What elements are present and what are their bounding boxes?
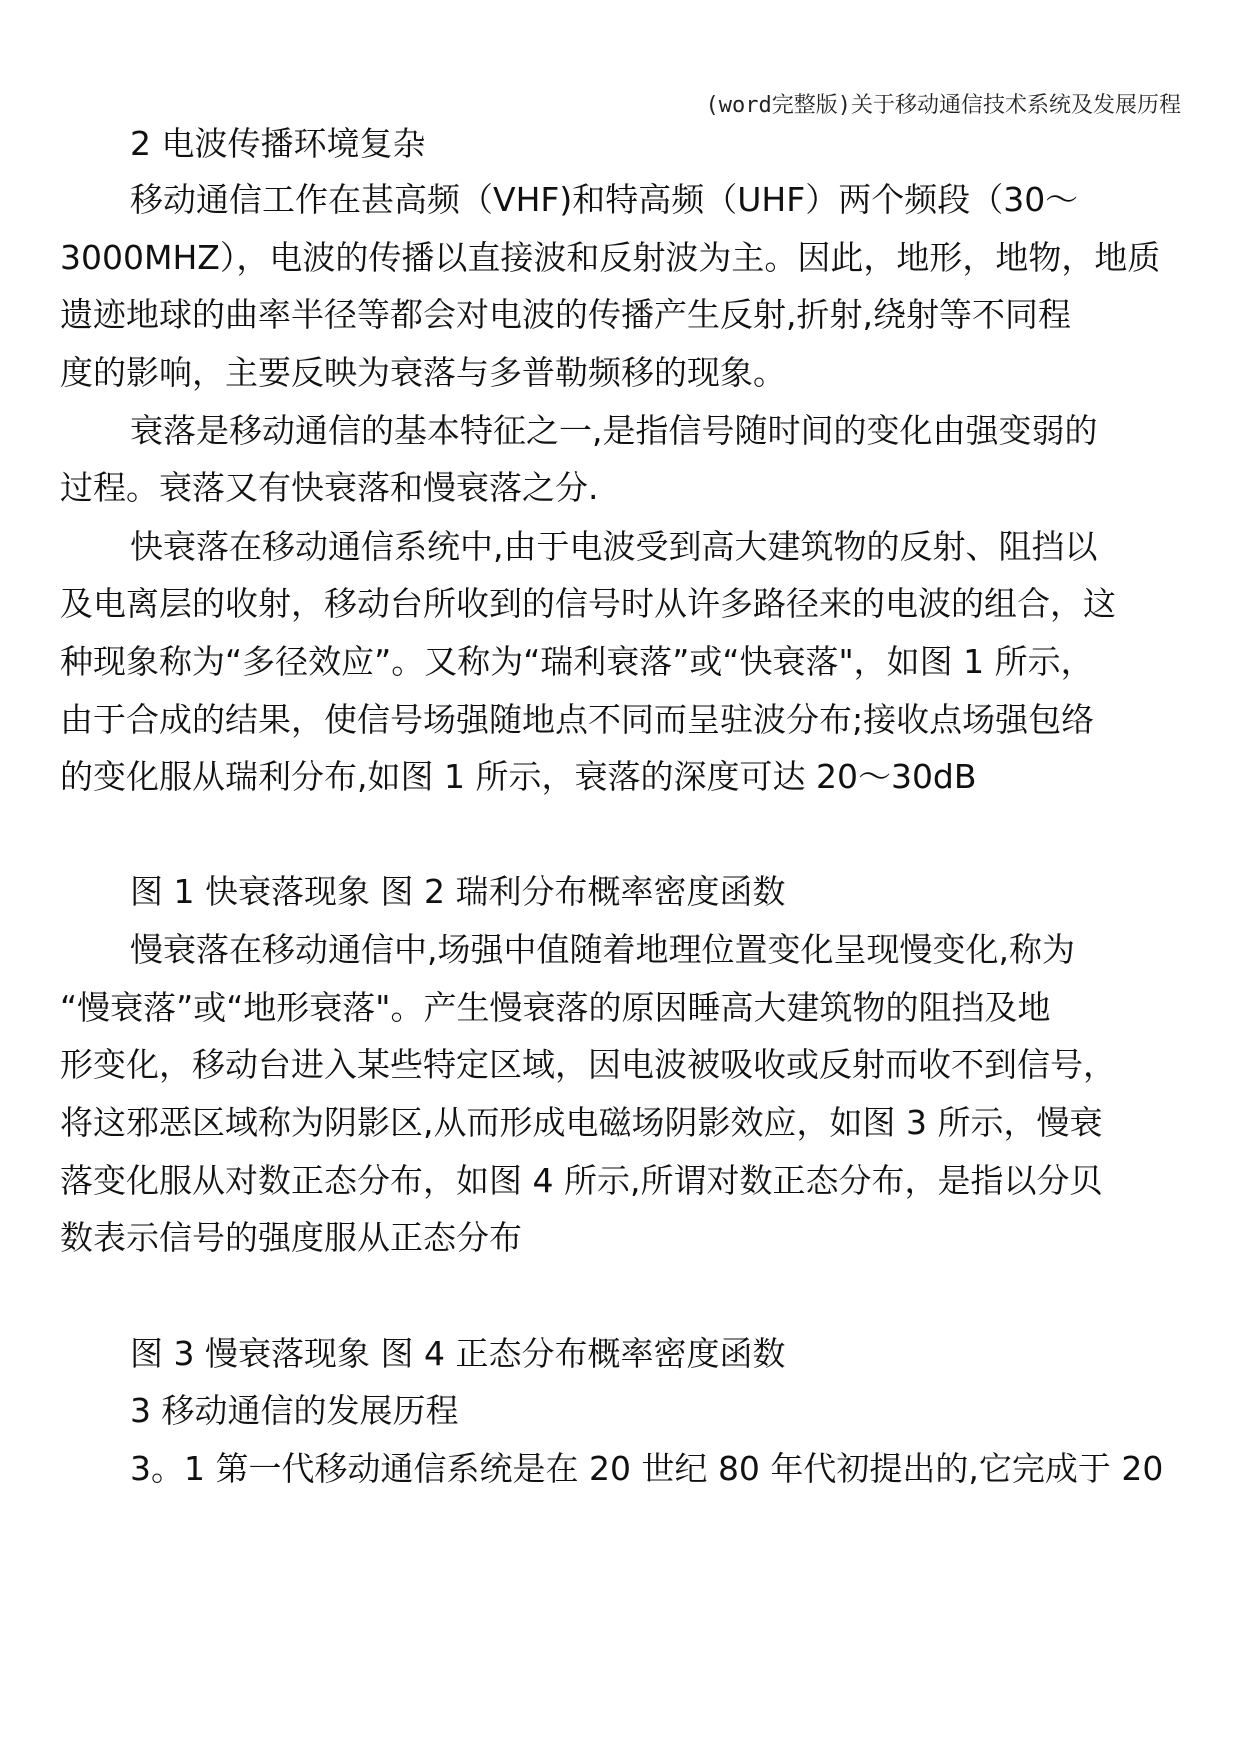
paragraph-line: 慢衰落在移动通信中,场强中值随着地理位置变化呈现慢变化,称为: [130, 930, 1075, 969]
paragraph-line: 3000MHZ），电波的传播以直接波和反射波为主。因此，地形，地物，地质: [60, 238, 1161, 277]
paragraph-line: 3。1 第一代移动通信系统是在 20 世纪 80 年代初提出的,它完成于 20: [130, 1449, 1164, 1488]
paragraph-line: 数表示信号的强度服从正态分布: [60, 1218, 522, 1257]
paragraph-line: 将这邪恶区域称为阴影区,从而形成电磁场阴影效应，如图 3 所示，慢衰: [60, 1103, 1103, 1142]
paragraph-line: 过程。衰落又有快衰落和慢衰落之分.: [60, 468, 599, 507]
paragraph-line: 度的影响，主要反映为衰落与多普勒频移的现象。: [60, 353, 786, 392]
paragraph-line: 的变化服从瑞利分布,如图 1 所示，衰落的深度可达 20～30dB: [60, 757, 977, 796]
paragraph-line: 种现象称为“多径效应”。又称为“瑞利衰落”或“快衰落"，如图 1 所示，: [60, 642, 1094, 681]
paragraph-line: 由于合成的结果，使信号场强随地点不同而呈驻波分布;接收点场强包络: [60, 700, 1095, 739]
figure-caption: 图 1 快衰落现象 图 2 瑞利分布概率密度函数: [130, 872, 786, 911]
figure-caption: 图 3 慢衰落现象 图 4 正态分布概率密度函数: [130, 1334, 786, 1373]
section-heading-2: 2 电波传播环境复杂: [130, 124, 426, 163]
paragraph-line: 及电离层的收射，移动台所收到的信号时从许多路径来的电波的组合，这: [60, 584, 1116, 623]
paragraph-line: 遗迹地球的曲率半径等都会对电波的传播产生反射,折射,绕射等不同程: [60, 295, 1071, 334]
paragraph-line: 落变化服从对数正态分布，如图 4 所示,所谓对数正态分布，是指以分贝: [60, 1161, 1103, 1200]
paragraph-line: 移动通信工作在甚高频（VHF)和特高频（UHF）两个频段（30～: [130, 180, 1079, 219]
paragraph-line: 形变化，移动台进入某些特定区域，因电波被吸收或反射而收不到信号，: [60, 1045, 1116, 1084]
section-heading-3: 3 移动通信的发展历程: [130, 1391, 459, 1430]
paragraph-line: 快衰落在移动通信系统中,由于电波受到高大建筑物的反射、阻挡以: [130, 527, 1098, 566]
page-header: (word完整版)关于移动通信技术系统及发展历程: [705, 93, 1181, 118]
paragraph-line: “慢衰落”或“地形衰落"。产生慢衰落的原因睡高大建筑物的阻挡及地: [60, 988, 1051, 1027]
paragraph-line: 衰落是移动通信的基本特征之一,是指信号随时间的变化由强变弱的: [130, 411, 1098, 450]
